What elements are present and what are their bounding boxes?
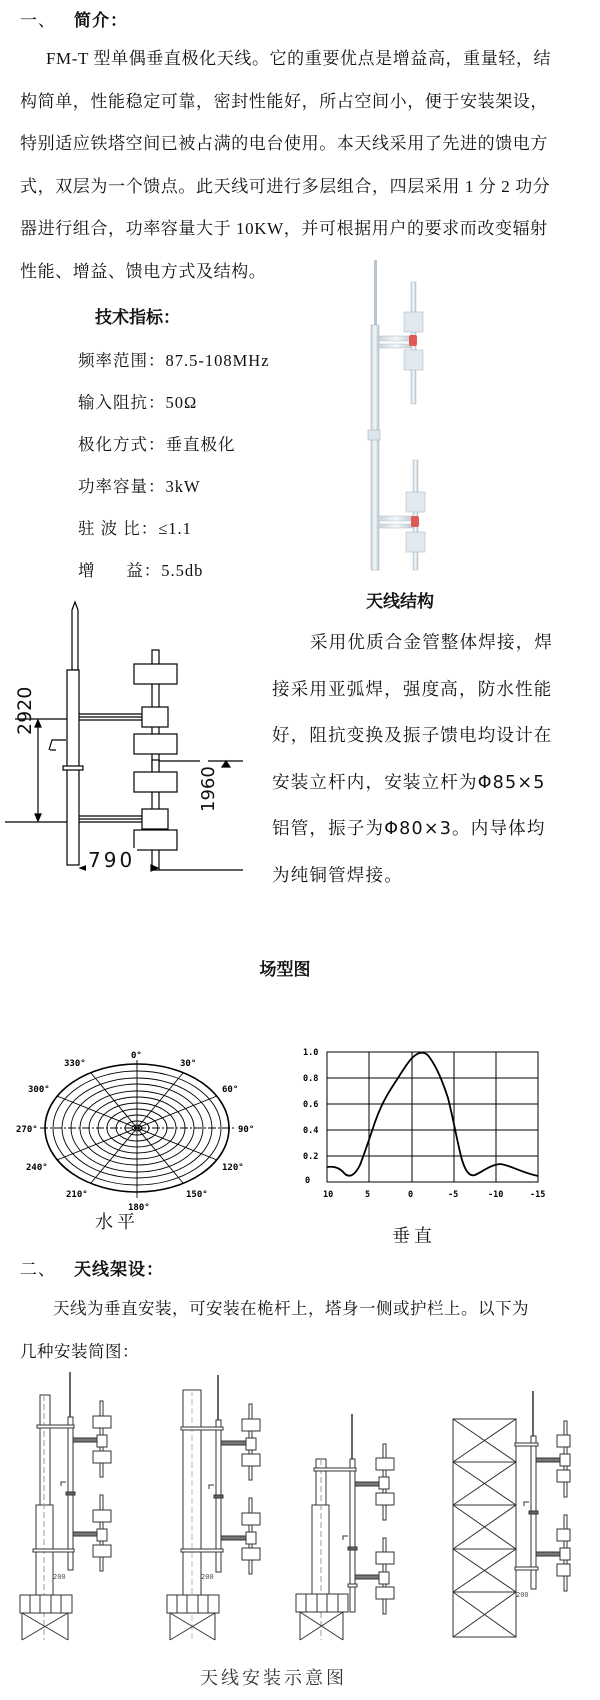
polar-label: 210° — [66, 1190, 88, 1200]
section2-line: 天线为垂直安装，可安装在桅杆上，塔身一侧或护栏上。以下为 — [53, 1299, 529, 1318]
polar-label: 300° — [28, 1085, 50, 1095]
polar-label: 180° — [128, 1203, 150, 1213]
intro-line: 特别适应铁塔空间已被占满的电台使用。本天线采用了先进的馈电方 — [20, 134, 548, 153]
dim-label: 200 — [201, 1573, 214, 1581]
structure-line: 铝管，振子为Φ80×3。内导体均 — [272, 819, 546, 839]
installation-diagrams — [0, 1350, 600, 1650]
x-tick: -10 — [488, 1190, 504, 1200]
intro-line: 性能、增益、馈电方式及结构。 — [20, 261, 267, 281]
polar-label: 240° — [26, 1163, 48, 1173]
x-tick: 5 — [365, 1190, 371, 1200]
intro-line: 构简单，性能稳定可靠，密封性能好，所占空间小，便于安装架设， — [20, 91, 548, 111]
intro-paragraph — [20, 38, 582, 293]
polar-label: 330° — [64, 1059, 86, 1069]
structure-line: 安装立杆内，安装立杆为Φ85×5 — [272, 772, 546, 793]
vertical-pattern-chart — [290, 1040, 570, 1220]
install-mast-thick — [167, 1375, 260, 1640]
spec-impedance: 输入阻抗：50Ω — [78, 393, 198, 412]
spec-vswr: 驻 波 比：≤1.1 — [78, 519, 192, 538]
polar-label: 0° — [131, 1051, 142, 1061]
dim-label: 200 — [53, 1573, 66, 1581]
install-lattice-tower — [453, 1391, 570, 1637]
intro-line: FM-T 型单偶垂直极化天线。它的重要优点是增益高，重量轻，结 — [46, 49, 552, 68]
spec-polarization: 极化方式：垂直极化 — [78, 435, 236, 454]
y-tick: 0.2 — [303, 1152, 319, 1162]
dim-1960-label: 1960 — [198, 766, 219, 812]
section1-title: 简介： — [74, 11, 128, 30]
structure-line: 接采用亚弧焊，强度高，防水性能 — [272, 679, 553, 700]
horizontal-pattern-chart — [0, 1040, 290, 1213]
dim-label: 200 — [516, 1591, 529, 1599]
y-tick: 0.4 — [303, 1126, 319, 1136]
specs-title: 技术指标： — [95, 308, 180, 327]
section1-number: 一、 — [20, 11, 56, 30]
structure-title: 天线结构 — [366, 592, 434, 612]
dim-2920-label: 2920 — [14, 686, 36, 735]
x-tick: -15 — [530, 1190, 546, 1200]
spec-power: 功率容量：3kW — [78, 477, 201, 496]
structure-line: 采用优质合金管整体焊接，焊 — [310, 633, 554, 653]
x-tick: -5 — [448, 1190, 459, 1200]
dim-790-label: 790 — [88, 848, 136, 872]
polar-label: 150° — [186, 1190, 208, 1200]
y-tick: 0 — [305, 1176, 311, 1186]
section2-heading — [20, 1255, 164, 1280]
polar-label: 90° — [238, 1125, 255, 1135]
horizontal-caption: 水平 — [95, 1212, 139, 1233]
x-tick: 0 — [408, 1190, 414, 1200]
y-tick: 0.6 — [303, 1100, 319, 1110]
spec-frequency: 频率范围：87.5-108MHz — [78, 351, 270, 370]
section2-title: 天线架设： — [74, 1260, 164, 1279]
polar-label: 270° — [16, 1125, 38, 1135]
polar-label: 60° — [222, 1085, 239, 1095]
structure-line: 为纯铜管焊接。 — [272, 865, 403, 886]
structure-dimension-diagram — [0, 600, 260, 870]
section2-number: 二、 — [20, 1260, 56, 1279]
intro-line: 式，双层为一个馈点。此天线可进行多层组合，四层采用 1 分 2 功分 — [20, 176, 551, 196]
vertical-caption: 垂直 — [392, 1226, 436, 1247]
intro-line: 器进行组合，功率容量大于 10KW，并可根据用户的要求而改变辐射 — [20, 219, 548, 238]
installation-figure-caption: 天线安装示意图 — [200, 1668, 347, 1689]
antenna-photo — [320, 240, 470, 570]
section2-line: 几种安装简图： — [20, 1342, 139, 1361]
structure-paragraph — [272, 620, 590, 899]
patterns-title: 场型图 — [259, 960, 311, 980]
x-tick: 10 — [323, 1190, 334, 1200]
polar-label: 30° — [180, 1059, 197, 1069]
y-tick: 0.8 — [303, 1074, 319, 1084]
section1-heading — [20, 6, 128, 31]
install-mast-stepped — [20, 1372, 111, 1640]
spec-gain: 增 益：5.5db — [78, 561, 204, 580]
polar-label: 120° — [222, 1163, 244, 1173]
install-mast-short — [296, 1414, 394, 1640]
y-tick: 1.0 — [303, 1048, 319, 1058]
specs-list — [78, 340, 270, 592]
structure-line: 好，阻抗变换及振子馈电均设计在 — [272, 726, 553, 746]
